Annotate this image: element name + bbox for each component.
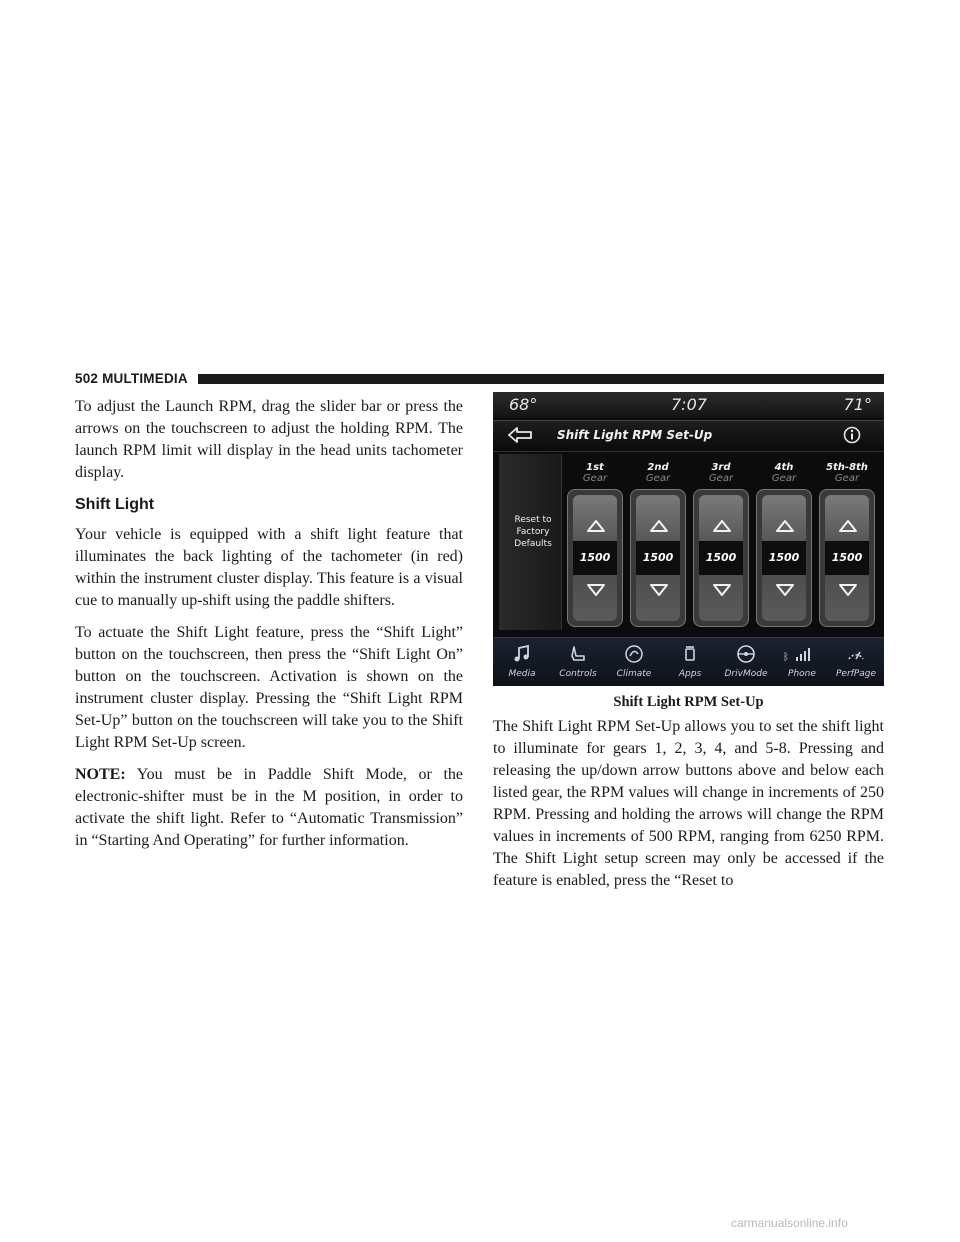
gear-sub: Gear	[708, 473, 734, 484]
page-number-section: 502 MULTIMEDIA	[75, 371, 188, 386]
tab-label: Media	[508, 669, 536, 679]
reset-label-line3: Defaults	[514, 539, 552, 549]
bottom-nav-bar	[493, 637, 884, 686]
reset-factory-defaults-button[interactable]	[503, 514, 563, 550]
seat-icon	[568, 644, 588, 664]
rpm-value: 1500	[699, 541, 743, 575]
apps-icon	[680, 644, 700, 664]
paragraph-rpm-setup: The Shift Light RPM Set-Up allows you to set the shift light to illuminate for gears 1, 2, 3, 4, and 5-8. Pressing and releasing the up/down arrow buttons above and below each listed gear, the RPM values will change in increments of 250 RPM. Pressing and holding the arrows will change the RPM values in increments of 500 RPM, ranging from 6250 RPM. The Shift Light setup screen may only be accessed if the feature is enabled, press the “Reset to	[493, 718, 884, 889]
note-paragraph	[75, 764, 463, 852]
intro-paragraph: To adjust the Launch RPM, drag the slider bar or press the arrows on the touchscreen to adjust the holding RPM. The launch RPM limit will display in the head units tachometer display.	[75, 398, 463, 481]
screen-title: Shift Light RPM Set-Up	[557, 428, 713, 442]
note-label: NOTE:	[75, 766, 126, 783]
clock: 7:07	[671, 395, 707, 414]
shift-light-screen-figure	[493, 392, 884, 686]
music-note-icon	[512, 644, 532, 664]
tab-media[interactable]	[493, 638, 551, 686]
gear-name: 2nd	[647, 462, 669, 473]
back-arrow-icon[interactable]	[507, 425, 533, 445]
bluetooth-icon: ᛒ	[783, 652, 789, 663]
climate-icon	[624, 644, 644, 664]
rpm-up-arrow-icon[interactable]	[699, 505, 745, 545]
rpm-down-arrow-icon[interactable]	[762, 571, 808, 611]
status-bar	[493, 392, 884, 418]
rpm-down-arrow-icon[interactable]	[699, 571, 745, 611]
gear-control-card	[567, 489, 623, 627]
tab-drivmode[interactable]	[717, 638, 775, 686]
rpm-down-arrow-icon[interactable]	[573, 571, 619, 611]
right-column	[493, 392, 884, 902]
tab-label: Phone	[788, 669, 816, 679]
tab-climate[interactable]	[605, 638, 663, 686]
screen-title-bar	[493, 420, 884, 452]
reset-label-line2: Factory	[516, 527, 550, 537]
gear-control-card	[630, 489, 686, 627]
tab-label: DrivMode	[724, 669, 768, 679]
steering-wheel-icon	[736, 644, 756, 664]
tab-label: PerfPage	[835, 669, 877, 679]
tab-phone[interactable]	[773, 638, 831, 686]
tab-label: Apps	[678, 669, 702, 679]
left-column	[75, 396, 463, 862]
figure-caption: Shift Light RPM Set-Up	[613, 694, 764, 710]
section-heading-shift-light: Shift Light	[75, 496, 155, 513]
gear-control-card	[819, 489, 875, 627]
page-header	[75, 369, 884, 389]
temperature-right: 71°	[843, 395, 872, 414]
rpm-value: 1500	[636, 541, 680, 575]
gear-sub: Gear	[582, 473, 608, 484]
rpm-up-arrow-icon[interactable]	[762, 505, 808, 545]
rpm-value: 1500	[762, 541, 806, 575]
tab-perfpage[interactable]	[827, 638, 884, 686]
paragraph-shift-light-description: Your vehicle is equipped with a shift light feature that illuminates the back lighting of the tachometer (in red) within the instrument cluster display. This feature is a visual cue to manually up-shift using the paddle shifters.	[75, 526, 463, 609]
watermark: carmanualsonline.info	[731, 1216, 848, 1230]
tab-label: Controls	[559, 669, 597, 679]
tab-label: Climate	[616, 669, 652, 679]
rpm-up-arrow-icon[interactable]	[825, 505, 871, 545]
gear-control-card	[756, 489, 812, 627]
gear-name: 1st	[586, 462, 604, 473]
paragraph-shift-light-activation: To actuate the Shift Light feature, press the “Shift Light” button on the touchscreen, then press the “Shift Light On” button on the touchscreen. Activation is shown on the instrument cluster display. Pressing the “Shift Light RPM Set-Up” button on the touchscreen will take you to the Shift Light RPM Set-Up screen.	[75, 624, 463, 751]
phone-signal-icon	[792, 644, 812, 664]
rpm-value: 1500	[825, 541, 869, 575]
gear-sub: Gear	[771, 473, 797, 484]
gear-name: 3rd	[711, 462, 731, 473]
info-icon[interactable]	[842, 425, 862, 445]
gear-control-card	[693, 489, 749, 627]
header-rule	[198, 374, 884, 384]
rpm-up-arrow-icon[interactable]	[636, 505, 682, 545]
gauge-icon	[846, 644, 866, 664]
gear-sub: Gear	[645, 473, 671, 484]
gear-name: 4th	[774, 462, 794, 473]
rpm-down-arrow-icon[interactable]	[636, 571, 682, 611]
rpm-up-arrow-icon[interactable]	[573, 505, 619, 545]
tab-apps[interactable]	[661, 638, 719, 686]
temperature-left: 68°	[509, 395, 538, 414]
tab-controls[interactable]	[549, 638, 607, 686]
gear-sub: Gear	[834, 473, 860, 484]
note-text: You must be in Paddle Shift Mode, or the electronic-shifter must be in the M position, in order to activate the shift light. Refer to “Automatic Transmission” in “Starting And Operating” for further information.	[75, 766, 464, 849]
rpm-value: 1500	[573, 541, 617, 575]
reset-label-line1: Reset to	[514, 515, 552, 525]
rpm-down-arrow-icon[interactable]	[825, 571, 871, 611]
gear-name: 5th-8th	[826, 462, 868, 473]
